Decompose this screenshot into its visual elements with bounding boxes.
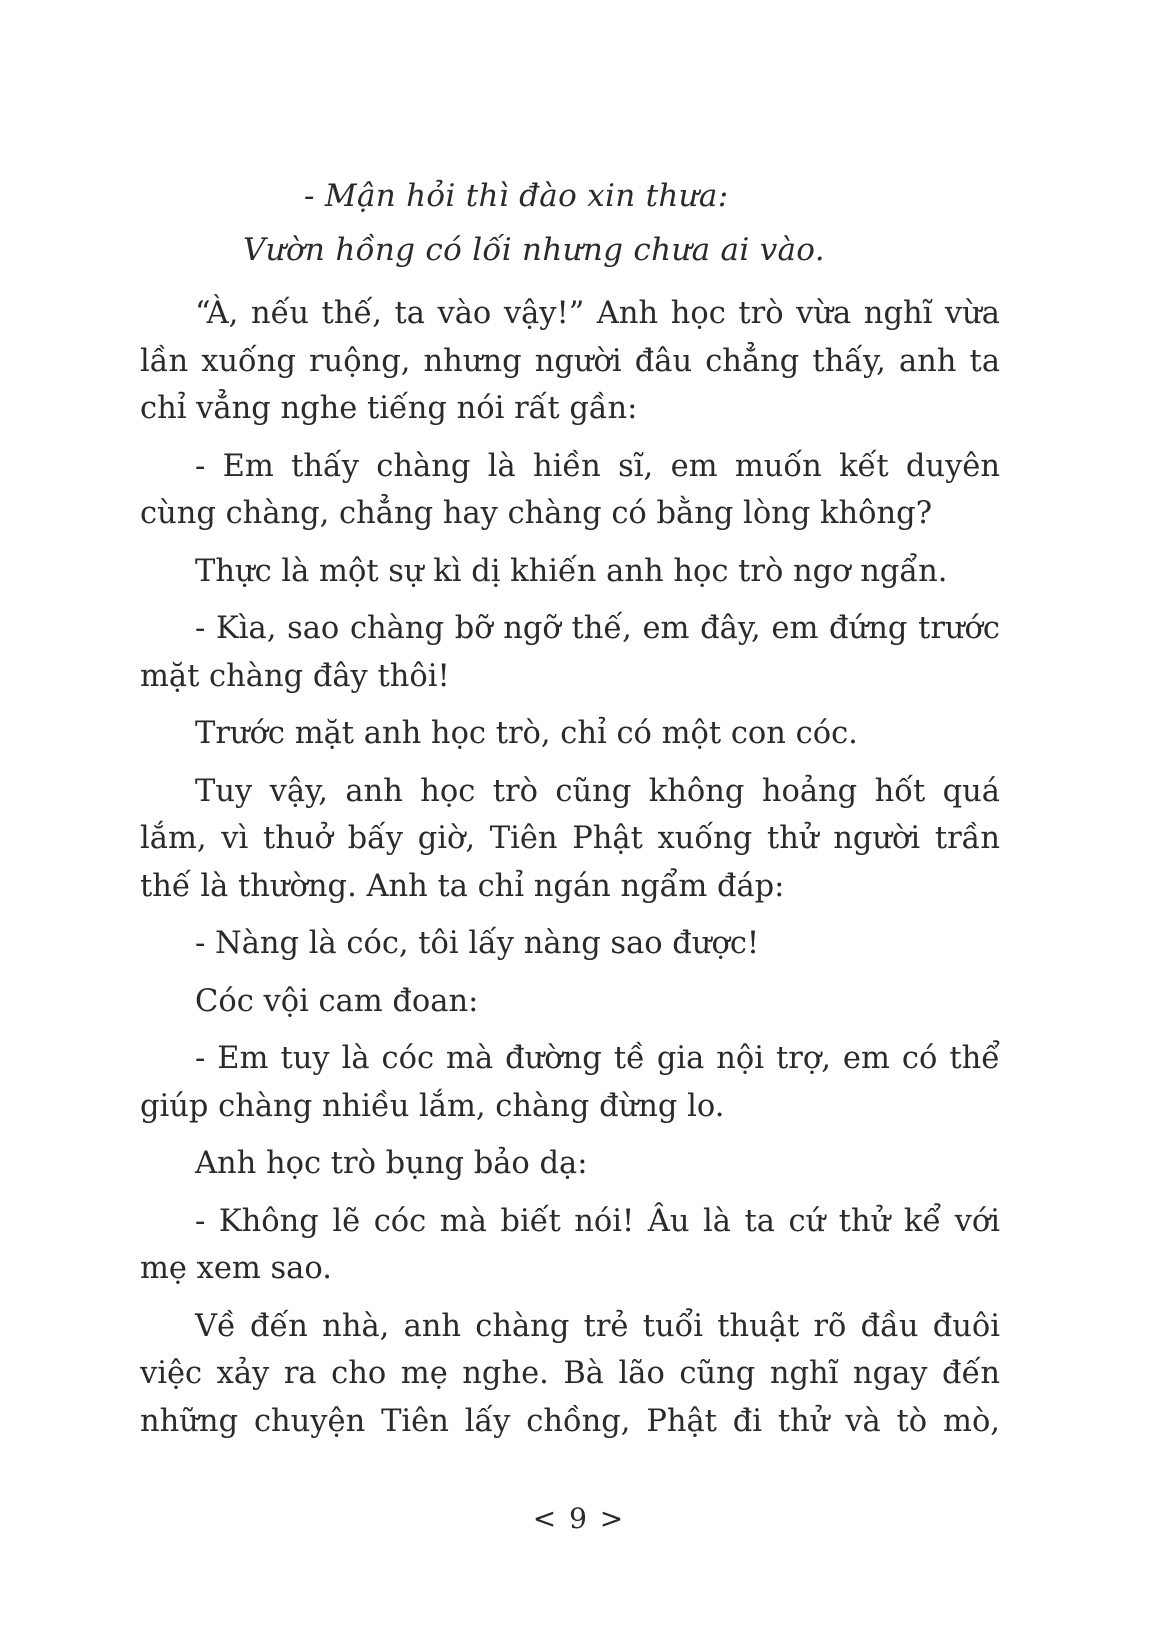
paragraph: Tuy vậy, anh học trò cũng không hoảng hốt quá lắm, vì thuở bấy giờ, Tiên Phật xuống thử người trần thế là thường. Anh ta chỉ ngán ngẩm đáp: — [140, 773, 1000, 904]
paragraph: Thực là một sự kì dị khiến anh học trò ngơ ngẩn. — [195, 553, 948, 589]
paragraph: - Không lẽ cóc mà biết nói! Âu là ta cứ thử kể với mẹ xem sao. — [140, 1203, 1000, 1286]
paragraph: - Nàng là cóc, tôi lấy nàng sao được! — [195, 926, 760, 961]
paragraph: Cóc vội cam đoan: — [195, 983, 479, 1019]
paragraph: Trước mặt anh học trò, chỉ có một con cóc. — [195, 716, 858, 751]
paragraph: “À, nếu thế, ta vào vậy!” Anh học trò vừa nghĩ vừa lần xuống ruộng, nhưng người đâu chẳng thấy, anh ta chỉ vẳng nghe tiếng nói rất gần: — [140, 296, 1000, 426]
body-text — [140, 290, 1000, 1455]
paragraph: Về đến nhà, anh chàng trẻ tuổi thuật rõ đầu đuôi việc xảy ra cho mẹ nghe. Bà lão cũng nghĩ ngay đến những chuyện Tiên lấy chồng, Phật đi thử và tò mò, — [140, 1308, 1000, 1439]
verse-line-1: - Mận hỏi thì đào xin thưa: — [304, 178, 729, 214]
paragraph: Anh học trò bụng bảo dạ: — [195, 1146, 588, 1181]
verse-line-2: Vườn hồng có lối nhưng chưa ai vào. — [243, 232, 825, 268]
paragraph: - Em thấy chàng là hiền sĩ, em muốn kết duyên cùng chàng, chẳng hay chàng có bằng lòng không? — [140, 448, 1000, 531]
page-number: < 9 > — [532, 1502, 626, 1535]
paragraph: - Kìa, sao chàng bỡ ngỡ thế, em đây, em đứng trước mặt chàng đây thôi! — [140, 611, 1000, 694]
paragraph: - Em tuy là cóc mà đường tề gia nội trợ, em có thể giúp chàng nhiều lắm, chàng đừng lo. — [140, 1041, 1000, 1124]
